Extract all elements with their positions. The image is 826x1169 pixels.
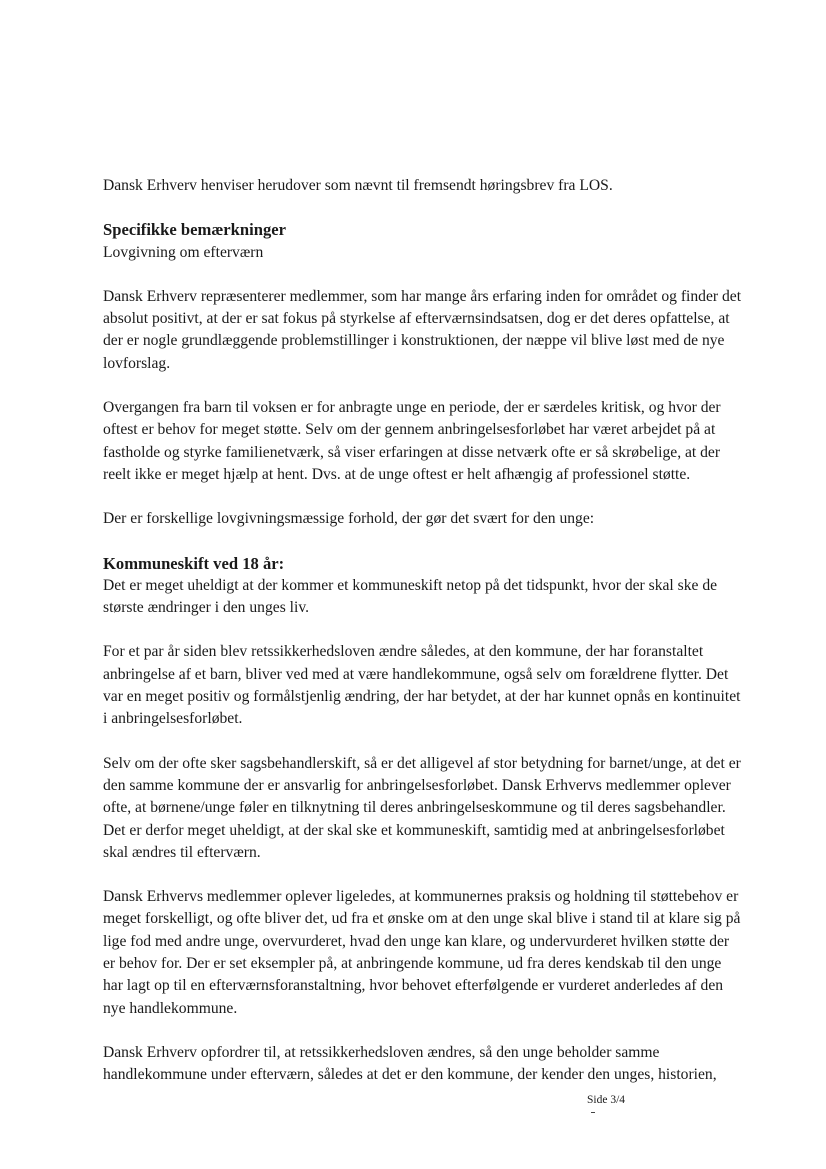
document-body	[103, 175, 743, 1087]
footer-divider	[591, 1112, 595, 1113]
subsection-block	[103, 553, 743, 620]
paragraph-caseworker: Selv om der ofte sker sagsbehandlerskift, så er det alligevel af stor betydning for barnet/unge, at det er den samme kommune der er ansvarlig for anbringelsesforløbet. Dansk Erhvervs medlemmer oplever ofte, at børnene/unge føler en tilknytning til deres anbringelseskommune og til deres sagsbehandler. Det er derfor meget uheldigt, at der skal ske et kommuneskift, samtidig med at anbringelsesforløbet skal ændres til efterværn.	[103, 754, 741, 861]
page-number: Side 3/4	[587, 1094, 626, 1106]
paragraph-legislation: Der er forskellige lovgivningsmæssige forhold, der gør det svært for den unge:	[103, 510, 595, 528]
section-heading: Specifikke bemærkninger	[103, 220, 286, 240]
paragraph-municipality-change: Det er meget uheldigt at der kommer et kommuneskift netop på det tidspunkt, hvor der skal ske de største ændringer i den unges liv.	[103, 576, 718, 617]
section-block	[103, 219, 743, 264]
subsection-heading: Kommuneskift ved 18 år:	[103, 553, 285, 573]
intro-paragraph: Dansk Erhverv henviser herudover som nævnt til fremsendt høringsbrev fra LOS.	[103, 177, 613, 194]
paragraph-practice: Dansk Erhvervs medlemmer oplever ligeledes, at kommunernes praksis og holdning til støttebehov er meget forskelligt, og ofte bliver det, ud fra et ønske om at den unge skal blive i stand til at klare sig på lige fod med andre unge, overvurderet, hvad den unge kan klare, og undervurderet hvilken støtte der er behov for. Der er set eksempler på, at anbringende kommune, ud fra deres kendskab til den unge har lagt op til en efterværnsforanstaltning, hvor behovet efterfølgende er vurderet anderledes af den nye handlekommune.	[103, 888, 741, 1017]
paragraph-transition: Overgangen fra barn til voksen er for anbragte unge en periode, der er særdeles kritisk, og hvor der oftest er behov for meget støtte. Selv om der gennem anbringelsesforløbet har været arbejdet på at fastholde og styrke familienetværk, så viser erfaringen at disse netværk ofte er så skrøbelige, at der reelt ikke er meget hjælp at hent. Dvs. at de unge oftest er helt afhængig af professionel støtte.	[103, 399, 721, 483]
paragraph-experience: Dansk Erhverv repræsenterer medlemmer, som har mange års erfaring inden for området og finder det absolut positivt, at der er sat fokus på styrkelse af efterværnsindsatsen, dog er det deres opfattelse, at der er nogle grundlæggende problemstillinger i konstruktionen, der næppe vil blive løst med de nye lovforslag.	[103, 287, 742, 372]
paragraph-law-change: For et par år siden blev retssikkerhedsloven ændre således, at den kommune, der har foranstaltet anbringelse af et barn, bliver ved med at være handlekommune, også selv om forældrene flytter. Det var en meget positiv og formålstjenlig ændring, der har betydet, at der har kunnet opnås en kontinuitet i anbringelsesforløbet.	[103, 643, 741, 728]
paragraph-recommendation: Dansk Erhverv opfordrer til, at retssikkerhedsloven ændres, så den unge beholder samme handlekommune under efterværn, således at det er den kommune, der kender den unges, historien,	[103, 1043, 717, 1084]
section-subheading: Lovgivning om efterværn	[103, 243, 264, 261]
